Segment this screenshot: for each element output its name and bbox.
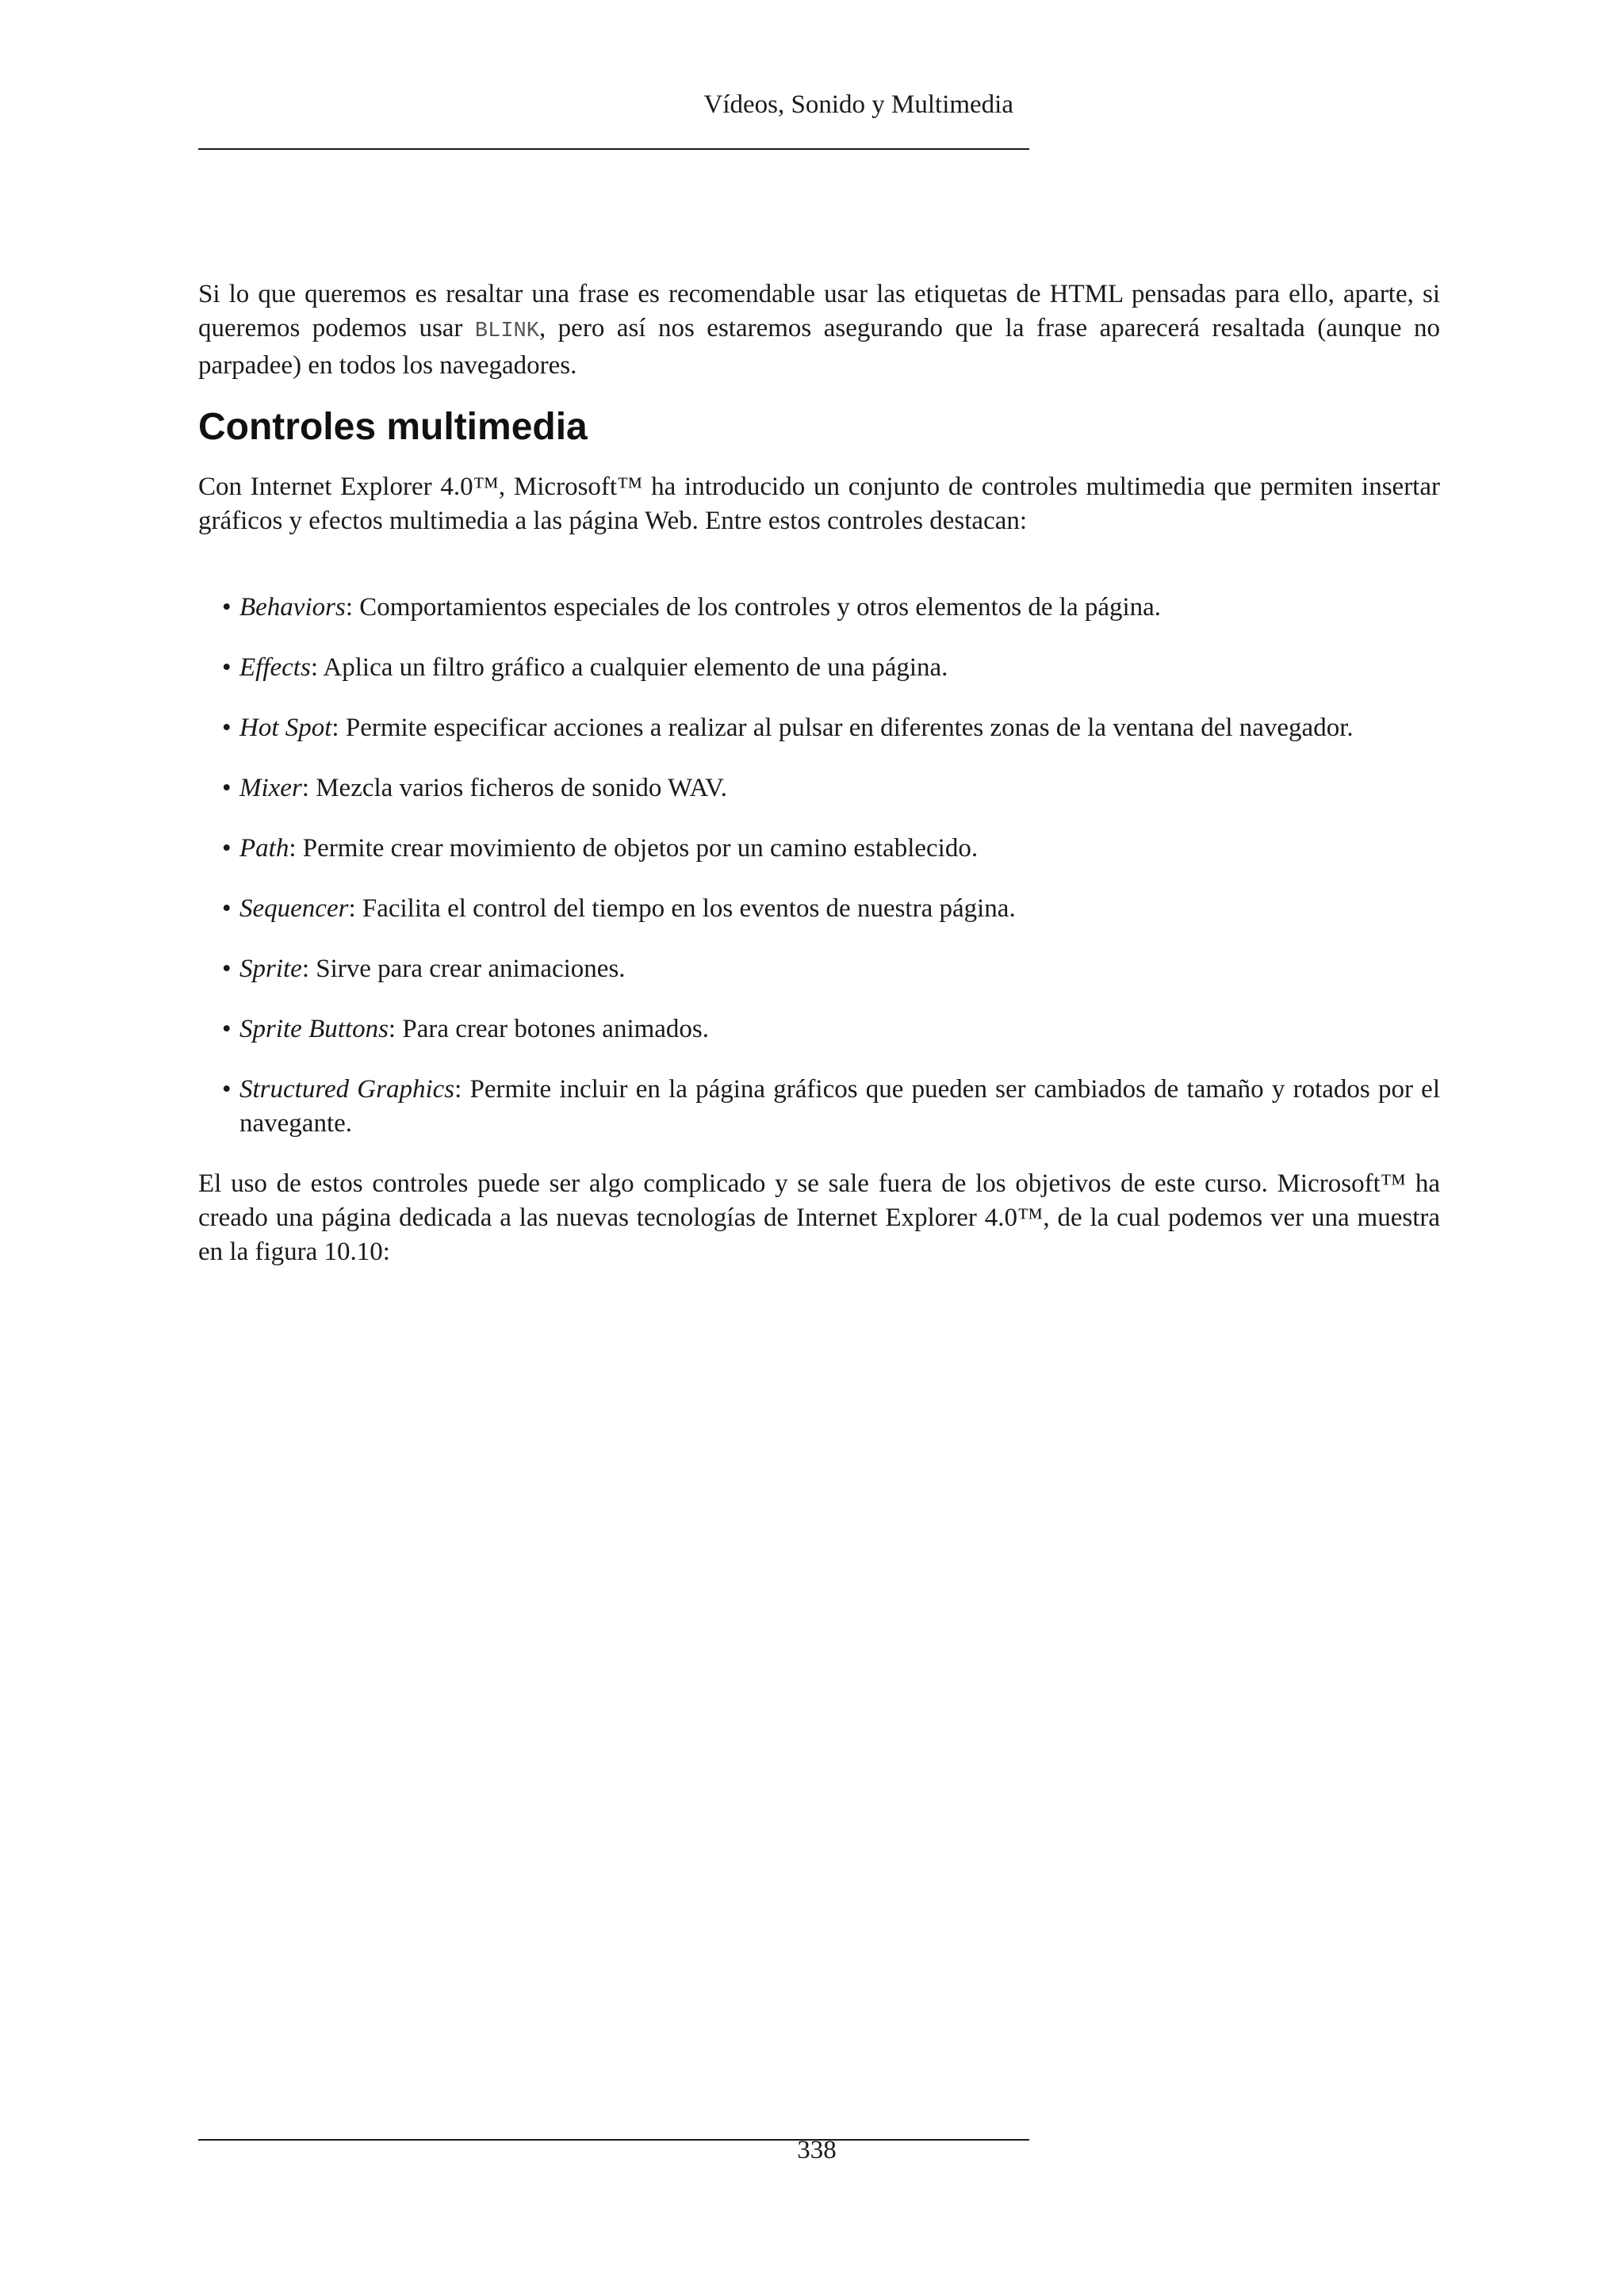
list-item-term: Path (239, 834, 289, 863)
list-item-term: Sprite (239, 955, 302, 983)
list-item-term: Effects (239, 653, 311, 682)
bullet-glyph: • (222, 834, 232, 863)
intro-text-after: , pero así nos estaremos asegurando que la frase aparecerá resaltada (aunque no parpadee) en todos los navegadores. (198, 314, 1440, 380)
list-item-text: : Aplica un filtro gráfico a cualquier elemento de una página. (310, 653, 948, 682)
running-header: Vídeos, Sonido y Multimedia (703, 90, 1013, 119)
list-item-text: : Permite crear movimiento de objetos por un camino establecido. (289, 834, 979, 863)
list-item-term: Hot Spot (239, 714, 332, 742)
bullet-glyph: • (222, 653, 232, 682)
closing-paragraph: El uso de estos controles puede ser algo complicado y se sale fuera de los objetivos de este curso. Microsoft™ ha creado una página dedicada a las nuevas tecnologías de Internet Explorer 4.0™, de la cual podemos ver una muestra en la figura 10.10: (198, 1169, 1440, 1266)
list-item-text: : Permite incluir en la página gráficos que pueden ser cambiados de tamaño y rotados por el navegante. (239, 1075, 1440, 1138)
list-item (198, 952, 1440, 986)
intro-text-before: Si lo que queremos es resaltar una frase es recomendable usar las etiquetas de HTML pensadas para ello, aparte, si queremos podemos usar (198, 280, 1440, 342)
list-item (198, 651, 1440, 685)
list-item (198, 892, 1440, 926)
controls-list (198, 591, 1440, 1141)
list-item-text: : Permite especificar acciones a realizar al pulsar en diferentes zonas de la ventana del navegador. (331, 714, 1354, 742)
list-item (198, 771, 1440, 806)
bullet-glyph: • (222, 955, 232, 983)
page-number: 338 (797, 2136, 837, 2164)
section-heading: Controles multimedia (198, 406, 588, 448)
bullet-glyph: • (222, 714, 232, 742)
list-item (198, 711, 1440, 745)
list-item (198, 1073, 1440, 1141)
list-item-text: : Mezcla varios ficheros de sonido WAV. (301, 774, 727, 802)
list-item-text: : Sirve para crear animaciones. (301, 955, 626, 983)
list-item-term: Behaviors (239, 593, 346, 622)
page-body (198, 277, 1440, 1269)
header-rule (198, 148, 1029, 150)
bullet-glyph: • (222, 1075, 232, 1104)
section-lead-paragraph: Con Internet Explorer 4.0™, Microsoft™ ha introducido un conjunto de controles multimedia que permiten insertar gráficos y efectos multimedia a las página Web. Entre estos controles destacan: (198, 473, 1440, 535)
list-item (198, 591, 1440, 625)
footer-rule (198, 2139, 1029, 2141)
list-item (198, 832, 1440, 866)
list-item-term: Sprite Buttons (239, 1015, 389, 1043)
list-item-text: : Para crear botones animados. (388, 1015, 710, 1043)
bullet-glyph: • (222, 774, 232, 802)
list-item-term: Structured Graphics (239, 1075, 455, 1104)
list-item-text: : Facilita el control del tiempo en los eventos de nuestra página. (348, 894, 1016, 923)
list-item-term: Sequencer (239, 894, 349, 923)
bullet-glyph: • (222, 894, 232, 923)
intro-paragraph (198, 277, 1440, 383)
bullet-glyph: • (222, 593, 232, 622)
blink-code: BLINK (474, 320, 539, 343)
list-item-term: Mixer (239, 774, 302, 802)
list-item-text: : Comportamientos especiales de los controles y otros elementos de la página. (345, 593, 1162, 622)
list-item (198, 1012, 1440, 1047)
bullet-glyph: • (222, 1015, 232, 1043)
